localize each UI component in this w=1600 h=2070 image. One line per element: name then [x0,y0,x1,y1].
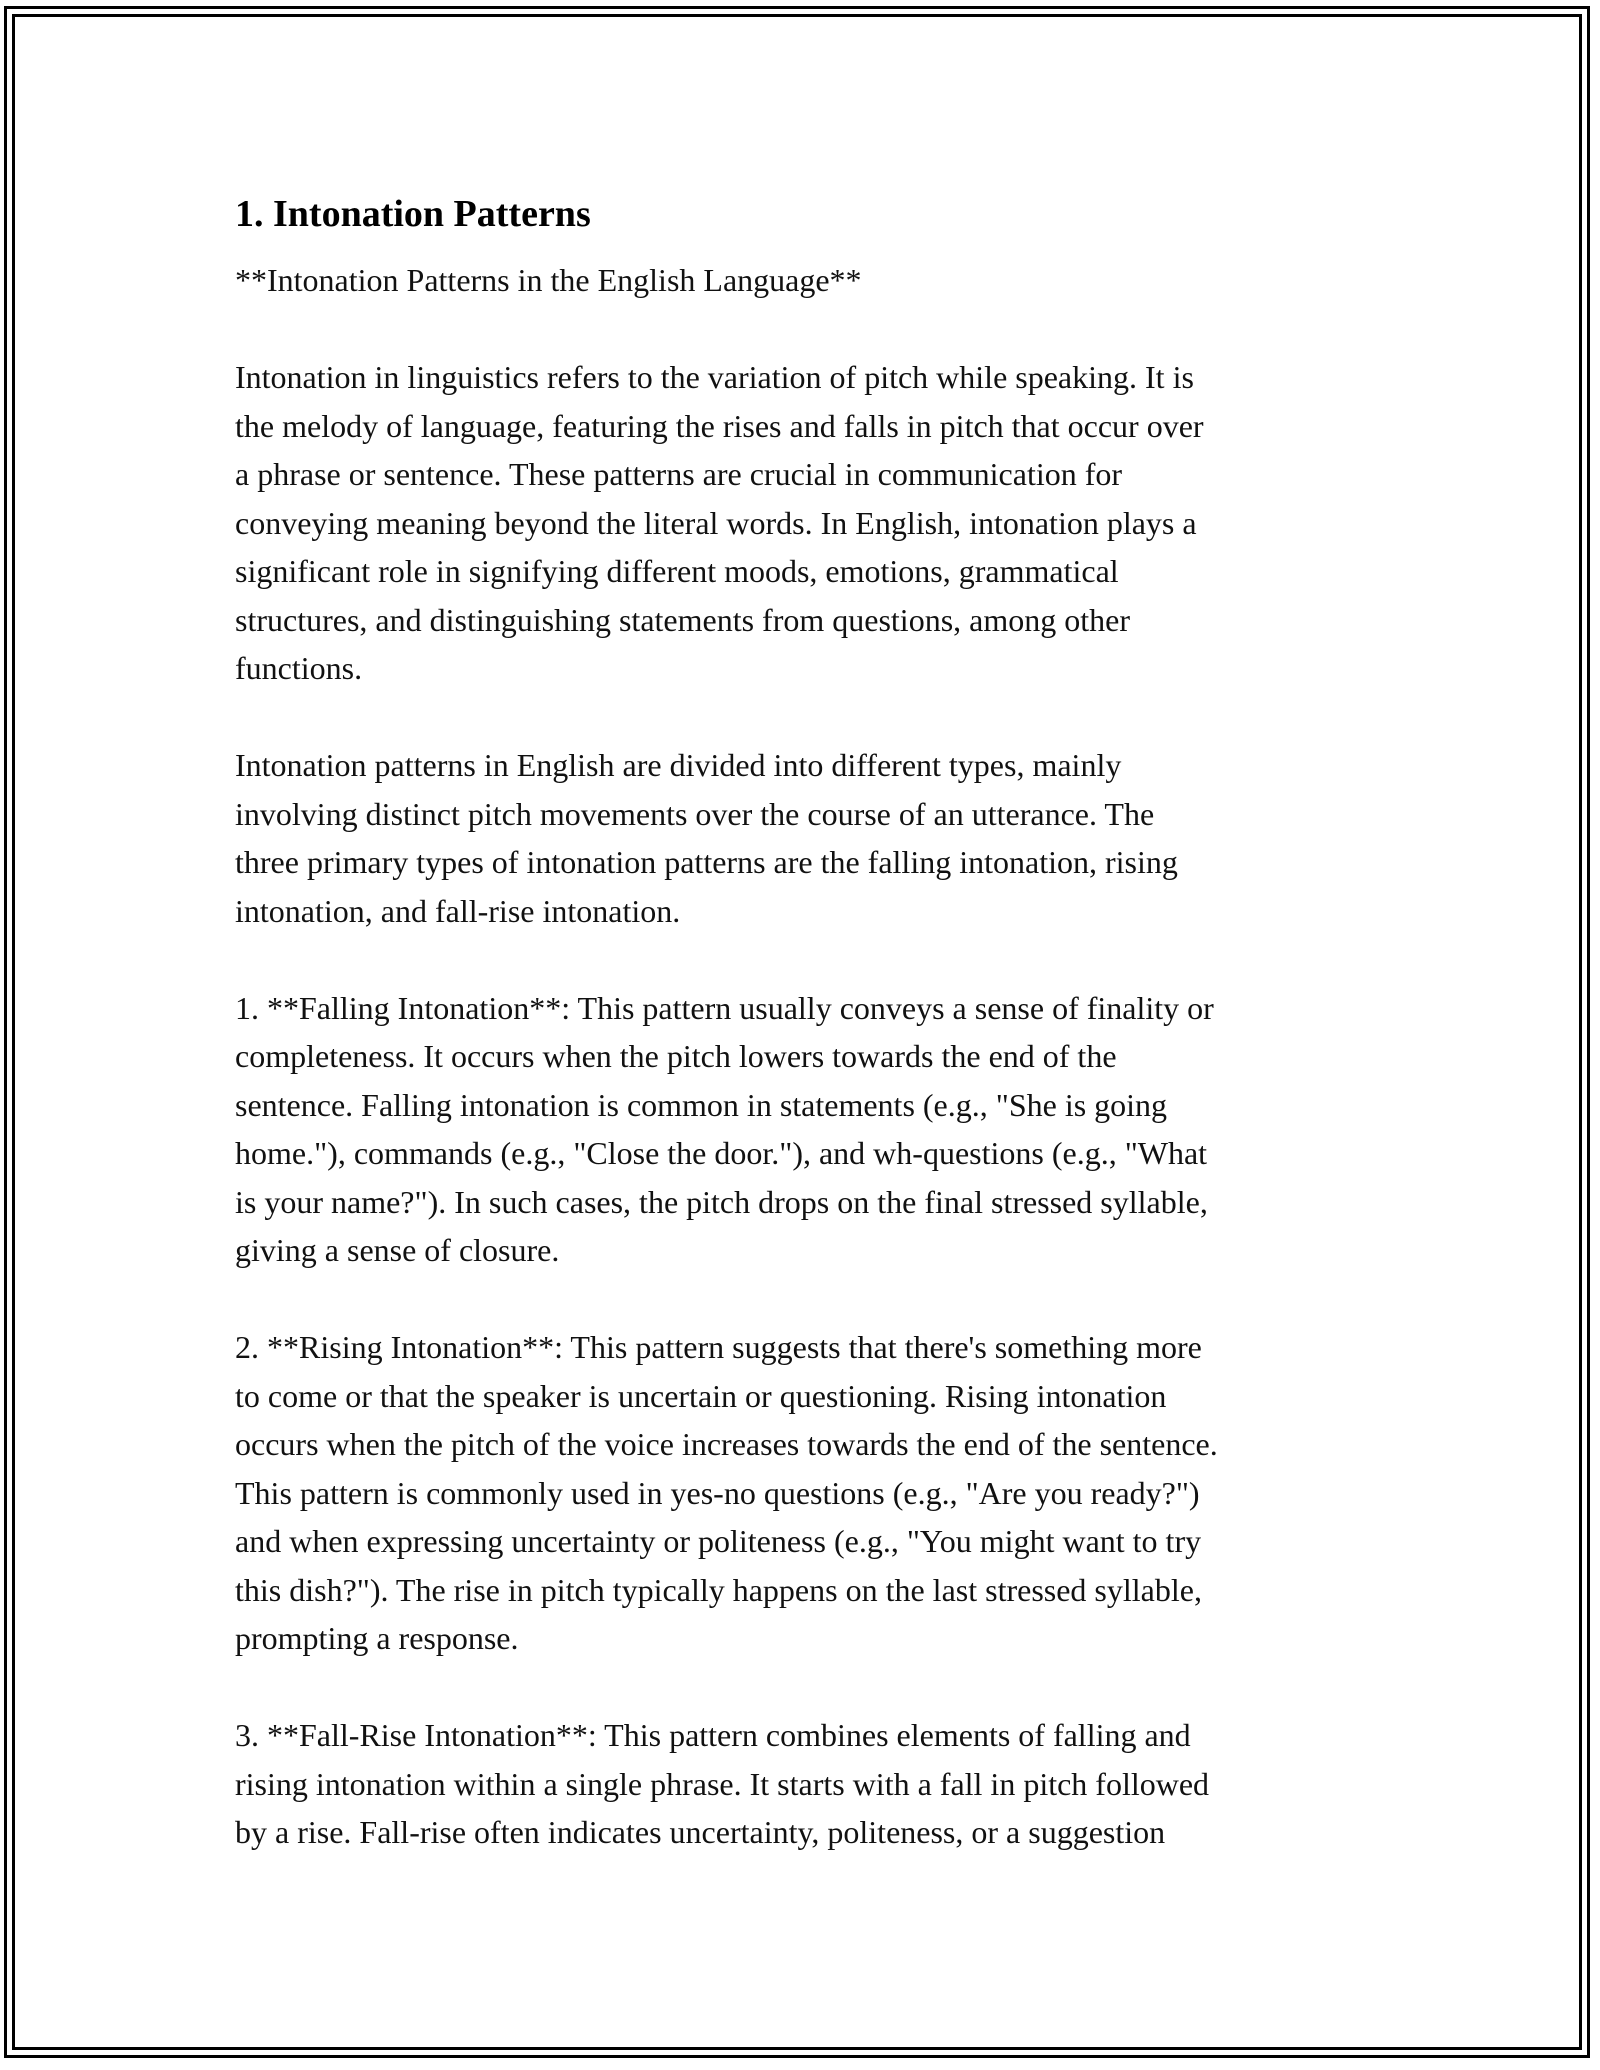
text-line: intonation, and fall-rise intonation. [235,892,681,929]
text-line: giving a sense of closure. [235,1232,560,1268]
paragraph-gap [235,1275,1375,1324]
text-line: by a rise. Fall-rise often indicates uncertainty, politeness, or a suggestion [235,1814,1166,1850]
text-line: sentence. Falling intonation is common in statements (e.g., "She is going [235,1086,1168,1123]
section-title: 1. Intonation Patterns [235,193,591,235]
text-line: and when expressing uncertainty or politeness (e.g., "You might want to try [235,1523,1202,1559]
text-line: occurs when the pitch of the voice increases towards the end of the sentence. [235,1426,1218,1462]
paragraph-gap [235,693,1375,742]
document-subtitle: **Intonation Patterns in the English Language** [235,262,862,298]
paragraph-gap [235,305,1375,354]
text-line: This pattern is commonly used in yes-no questions (e.g., "Are you ready?") [235,1474,1200,1511]
text-line: structures, and distinguishing statements from questions, among other [235,601,1130,638]
paragraph-gap [235,935,1375,984]
text-line: is your name?"). In such cases, the pitch drops on the final stressed syllable, [235,1183,1208,1220]
text-line: functions. [235,650,363,686]
text-line: three primary types of intonation patterns are the falling intonation, rising [235,844,1178,880]
text-line: a phrase or sentence. These patterns are crucial in communication for [235,456,1123,492]
text-line: conveying meaning beyond the literal words. In English, intonation plays a [235,504,1197,541]
text-line: 1. **Falling Intonation**: This pattern usually conveys a sense of finality or [235,989,1214,1026]
text-line: the melody of language, featuring the rises and falls in pitch that occur over [235,407,1204,444]
paragraph-gap [235,1663,1375,1712]
text-line: involving distinct pitch movements over the course of an utterance. The [235,795,1155,832]
text-line: completeness. It occurs when the pitch lowers towards the end of the [235,1038,1117,1074]
text-line: 3. **Fall-Rise Intonation**: This pattern combines elements of falling and [235,1717,1191,1753]
text-line: to come or that the speaker is uncertain or questioning. Rising intonation [235,1377,1167,1414]
paragraph-fall-rise-intonation [235,1711,1375,1857]
text-line: Intonation patterns in English are divided into different types, mainly [235,747,1122,783]
text-line: significant role in signifying different moods, emotions, grammatical [235,553,1119,589]
text-line: this dish?"). The rise in pitch typically happens on the last stressed syllable, [235,1571,1202,1608]
paragraph-falling-intonation [235,984,1375,1275]
paragraph-intro [235,353,1375,693]
document-body [235,186,1375,1857]
paragraph-rising-intonation [235,1323,1375,1663]
text-line: 2. **Rising Intonation**: This pattern suggests that there's something more [235,1329,1202,1365]
text-line: home."), commands (e.g., "Close the door."), and wh-questions (e.g., "What [235,1135,1208,1171]
text-line: Intonation in linguistics refers to the variation of pitch while speaking. It is [235,359,1194,395]
paragraph-types-overview [235,741,1375,935]
text-line: prompting a response. [235,1620,519,1656]
text-line: rising intonation within a single phrase. It starts with a fall in pitch followed [235,1765,1210,1802]
